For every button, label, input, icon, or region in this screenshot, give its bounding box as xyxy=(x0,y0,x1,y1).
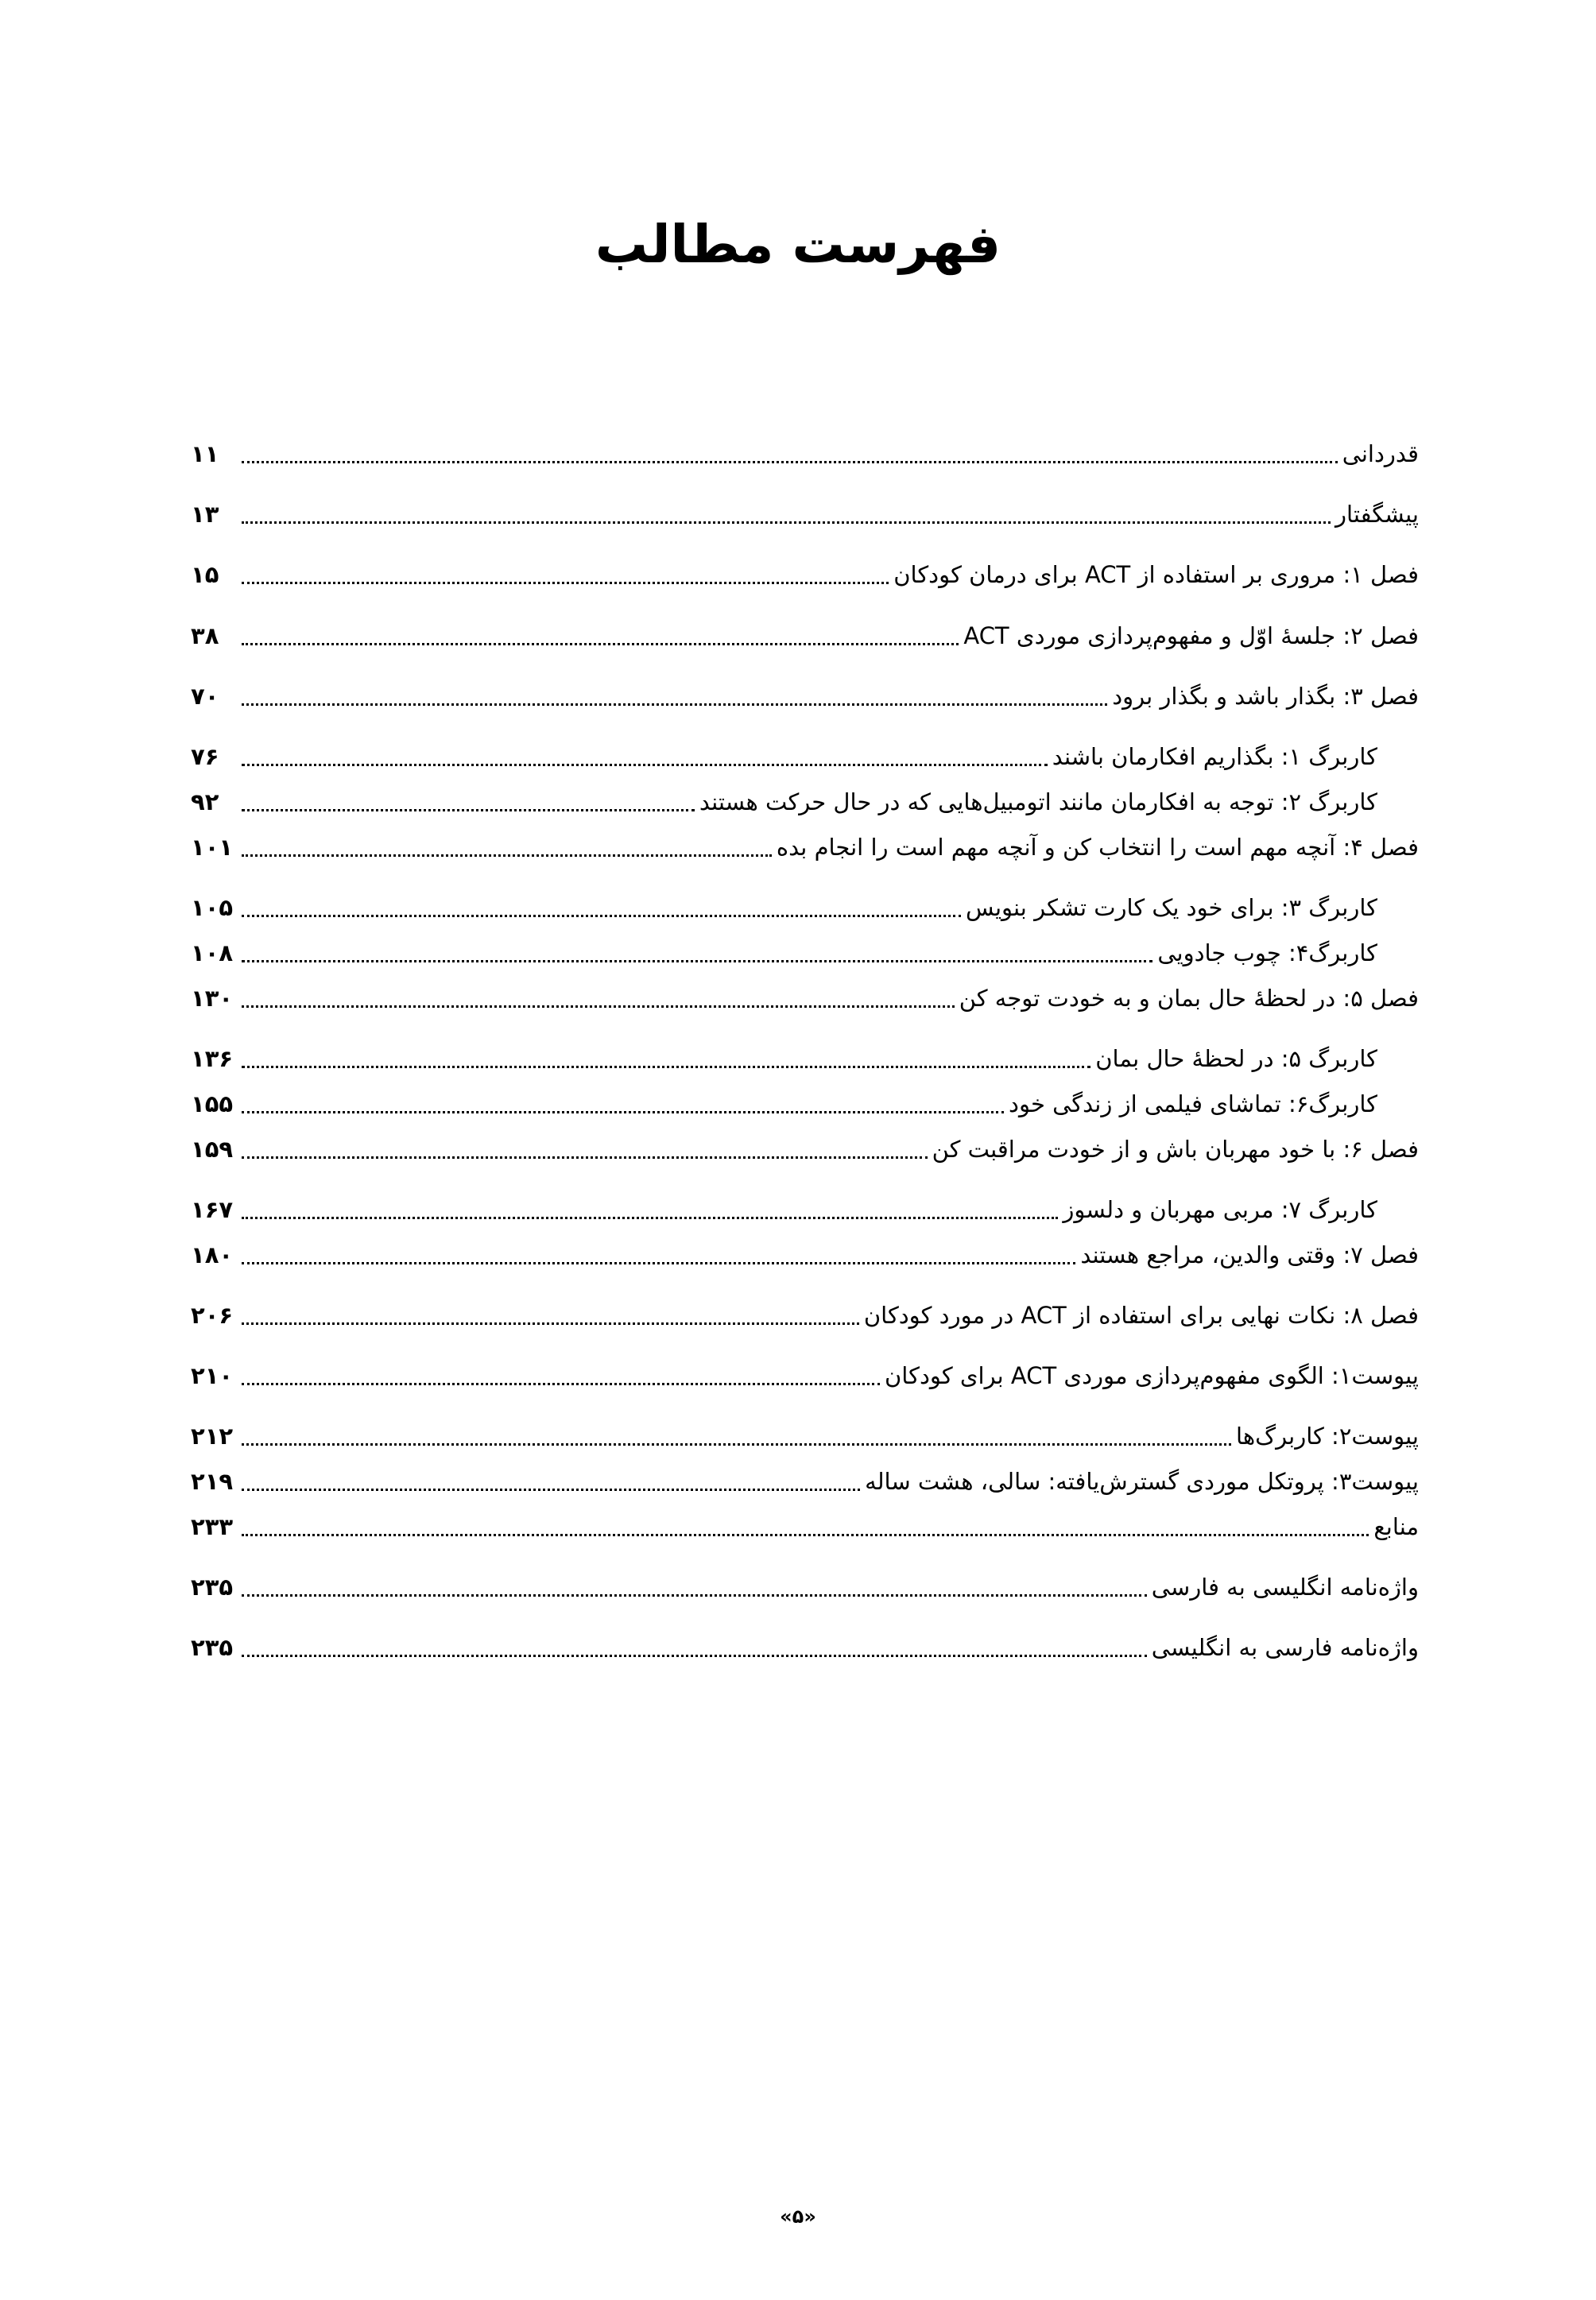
toc-entry-title: فصل ۱: مروری بر استفاده از ACT برای درمان کودکان xyxy=(893,561,1419,588)
toc-entry-title: منابع xyxy=(1373,1513,1419,1540)
toc-entry-page: ۱۶۷ xyxy=(191,1196,234,1223)
toc-entry-page: ۲۳۳ xyxy=(191,1513,234,1540)
toc-entry[interactable] xyxy=(191,1415,1419,1457)
toc-entry-title: فصل ۴: آنچه مهم است را انتخاب کن و آنچه مهم است را انجام بده xyxy=(776,834,1419,861)
dot-leader xyxy=(242,1005,955,1008)
page-title: فهرست مطالب xyxy=(595,214,1001,275)
toc-entry-page: ۲۳۵ xyxy=(191,1634,234,1661)
page-number: «۵» xyxy=(780,2205,816,2228)
dot-leader xyxy=(242,960,1152,962)
toc-entry-page: ۱۳۶ xyxy=(191,1045,234,1072)
toc-entry[interactable] xyxy=(191,1129,1419,1170)
toc-entry[interactable] xyxy=(191,827,1419,868)
toc-entry-title: واژه‌نامه انگلیسی به فارسی xyxy=(1151,1574,1419,1601)
toc-entry-title: کاربرگ ۳: برای خود یک کارت تشکر بنویس xyxy=(966,894,1377,921)
toc-entry-title: کاربرگ۴: چوب جادویی xyxy=(1157,939,1377,966)
toc-entry-title: فصل ۶: با خود مهربان باش و از خودت مراقبت کن xyxy=(932,1136,1419,1163)
dot-leader xyxy=(242,1383,880,1385)
toc-entry-page: ۱۳ xyxy=(191,501,219,528)
toc-entry-title: کاربرگ ۲: توجه به افکارمان مانند اتومبیل‌هایی که در حال حرکت هستند xyxy=(699,788,1377,815)
toc-entry-page: ۳۸ xyxy=(191,622,219,649)
dot-leader xyxy=(242,461,1338,463)
dot-leader xyxy=(242,643,959,645)
toc-entry-page: ۱۳۰ xyxy=(191,985,234,1012)
toc-entry-title: پیوست۳: پروتکل موردی گسترش‌یافته: سالی، هشت ساله xyxy=(865,1468,1419,1495)
dot-leader xyxy=(242,1111,1004,1113)
toc-subentry[interactable] xyxy=(191,887,1377,928)
toc-entry[interactable] xyxy=(191,1566,1419,1608)
toc-entry-title: پیوست۲: کاربرگ‌ها xyxy=(1236,1423,1419,1450)
toc-entry-title: فصل ۷: وقتی والدین، مراجع هستند xyxy=(1080,1241,1419,1268)
toc-entry-page: ۲۰۶ xyxy=(191,1302,234,1329)
toc-entry-page: ۹۲ xyxy=(191,788,219,815)
toc-subentry[interactable] xyxy=(191,781,1377,823)
toc-entry[interactable] xyxy=(191,1234,1419,1276)
dot-leader xyxy=(242,764,1048,766)
toc-subentry[interactable] xyxy=(191,1083,1377,1125)
dot-leader xyxy=(242,1066,1090,1068)
dot-leader xyxy=(242,1443,1231,1446)
dot-leader xyxy=(242,1322,859,1325)
dot-leader xyxy=(242,1217,1058,1219)
toc-entry[interactable] xyxy=(191,1461,1419,1502)
toc-entry-title: کاربرگ ۷: مربی مهربان و دلسوز xyxy=(1063,1196,1377,1223)
dot-leader xyxy=(242,582,889,584)
toc-entry-page: ۲۱۰ xyxy=(191,1362,234,1389)
toc-entry-title: کاربرگ۶: تماشای فیلمی از زندگی خود xyxy=(1009,1090,1377,1117)
toc-entry-page: ۷۶ xyxy=(191,743,219,770)
toc-entry-title: فصل ۵: در لحظهٔ حال بمان و به خودت توجه کن xyxy=(959,985,1419,1012)
dot-leader xyxy=(242,1534,1369,1536)
toc-entry-title: واژه‌نامه فارسی به انگلیسی xyxy=(1151,1634,1419,1661)
toc-entry[interactable] xyxy=(191,433,1419,474)
toc-subentry[interactable] xyxy=(191,932,1377,974)
toc-entry-title: کاربرگ ۱: بگذاریم افکارمان باشند xyxy=(1052,743,1377,770)
toc-entry[interactable] xyxy=(191,1627,1419,1668)
toc-entry[interactable] xyxy=(191,1355,1419,1396)
toc-entry-page: ۱۱ xyxy=(191,440,219,467)
toc-entry-page: ۱۵۹ xyxy=(191,1136,234,1163)
dot-leader xyxy=(242,809,695,811)
toc-entry[interactable] xyxy=(191,494,1419,535)
toc-subentry[interactable] xyxy=(191,1189,1377,1230)
toc-entry-page: ۲۱۹ xyxy=(191,1468,234,1495)
toc-entry-title: فصل ۳: بگذار باشد و بگذار برود xyxy=(1112,683,1419,710)
toc-entry-page: ۱۸۰ xyxy=(191,1241,234,1268)
toc-entry[interactable] xyxy=(191,676,1419,717)
toc-entry-page: ۷۰ xyxy=(191,683,219,710)
dot-leader xyxy=(242,1156,928,1159)
dot-leader xyxy=(242,703,1107,706)
toc-entry-title: پیشگفتار xyxy=(1335,501,1419,528)
toc-subentry[interactable] xyxy=(191,1038,1377,1079)
toc-entry[interactable] xyxy=(191,554,1419,595)
dot-leader xyxy=(242,521,1331,524)
dot-leader xyxy=(242,915,961,917)
toc-entry-page: ۱۵ xyxy=(191,561,219,588)
toc-entry-page: ۱۰۱ xyxy=(191,834,234,861)
toc-entry-title: فصل ۲: جلسهٔ اوّل و مفهوم‌پردازی موردی ACT xyxy=(963,622,1419,649)
toc-entry-page: ۱۵۵ xyxy=(191,1090,234,1117)
toc-entry-title: کاربرگ ۵: در لحظهٔ حال بمان xyxy=(1095,1045,1377,1072)
toc-entry-page: ۱۰۸ xyxy=(191,939,234,966)
dot-leader xyxy=(242,1489,860,1491)
dot-leader xyxy=(242,1262,1075,1264)
dot-leader xyxy=(242,1655,1147,1657)
toc-entry[interactable] xyxy=(191,1506,1419,1547)
toc-entry-title: فصل ۸: نکات نهایی برای استفاده از ACT در مورد کودکان xyxy=(863,1302,1419,1329)
toc-entry-page: ۲۳۵ xyxy=(191,1574,234,1601)
toc-entry-title: قدردانی xyxy=(1342,440,1419,467)
toc-subentry[interactable] xyxy=(191,736,1377,777)
toc-entry-title: پیوست۱: الگوی مفهوم‌پردازی موردی ACT برای کودکان xyxy=(885,1362,1419,1389)
toc-entry[interactable] xyxy=(191,978,1419,1019)
toc-entry[interactable] xyxy=(191,1295,1419,1336)
toc-entry-page: ۲۱۲ xyxy=(191,1423,234,1450)
toc-entry-page: ۱۰۵ xyxy=(191,894,234,921)
dot-leader xyxy=(242,854,772,857)
dot-leader xyxy=(242,1594,1147,1597)
toc-entry[interactable] xyxy=(191,615,1419,656)
